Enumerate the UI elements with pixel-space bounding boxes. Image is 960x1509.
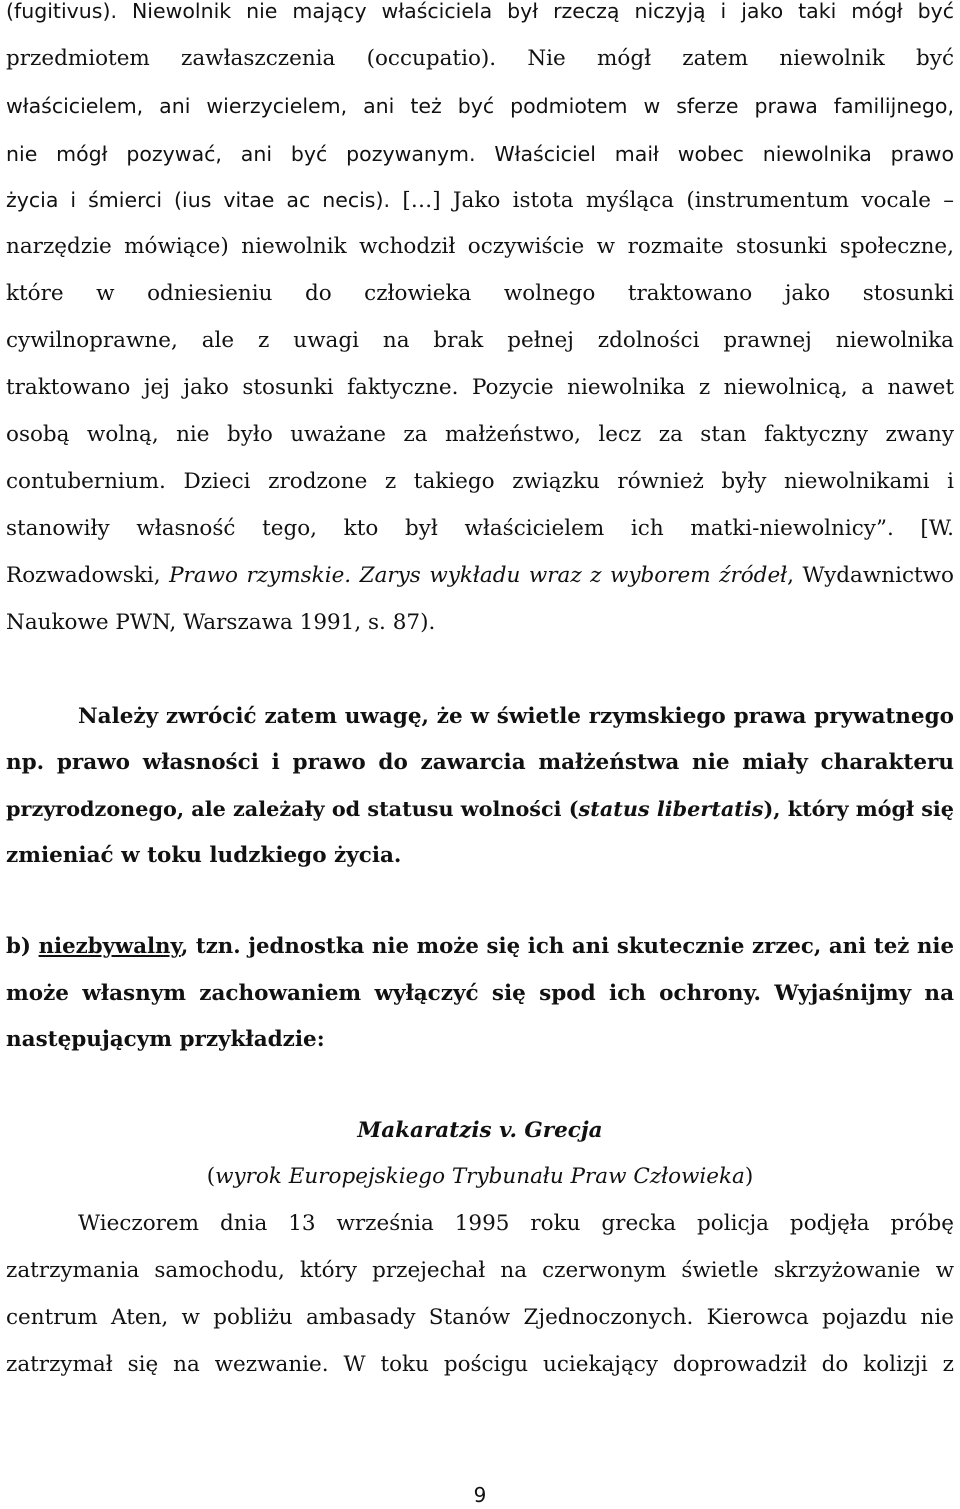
text-line (6, 185, 954, 215)
text-line: np. prawo własności i prawo do zawarcia małżeństwa nie miały charakteru (6, 750, 954, 775)
text-line: Należy zwrócić zatem uwagę, że w świetle rzymskiego prawa prywatnego (78, 704, 954, 729)
text-span: […] Jako istota myśląca (instrumentum vocale – (390, 188, 954, 213)
text-line: następującym przykładzie: (6, 1027, 325, 1052)
text-span: ) (744, 1164, 754, 1189)
text-line: Naukowe PWN, Warszawa 1991, s. 87). (6, 610, 436, 635)
text-span: ), który mógł się (763, 797, 955, 821)
text-span: przyrodzonego, ale zależały od statusu wolności ( (6, 797, 579, 821)
text-line: narzędzie mówiące) niewolnik wchodził oczywiście w rozmaite stosunki społeczne, (6, 234, 954, 259)
text-line: (fugitivus). Niewolnik nie mający właściciela był rzeczą niczyją i jako taki mógł być (6, 0, 954, 23)
text-line: właścicielem, ani wierzycielem, ani też być podmiotem w sferze prawa familijnego, (6, 94, 954, 118)
text-line: nie mógł pozywać, ani być pozywanym. Właściciel maił wobec niewolnika prawo (6, 142, 954, 166)
case-subtitle (6, 1162, 954, 1192)
latin-term: status libertatis (578, 797, 764, 821)
case-title (6, 1116, 954, 1146)
text-span: życia i śmierci (ius vitae ac necis). (6, 188, 390, 212)
court-name: wyrok Europejskiego Trybunału Praw Człowieka (215, 1164, 745, 1189)
text-line (6, 932, 954, 962)
text-line: zatrzymał się na wezwanie. W toku pościgu uciekający doprowadził do kolizji z (6, 1352, 954, 1377)
text-line: contubernium. Dzieci zrodzone z takiego związku również były niewolnikami i (6, 469, 954, 494)
text-line: zatrzymania samochodu, który przejechał na czerwonym świetle skrzyżowanie w (6, 1258, 954, 1283)
text-line (6, 794, 954, 824)
text-line: centrum Aten, w pobliżu ambasady Stanów Zjednoczonych. Kierowca pojazdu nie (6, 1305, 954, 1330)
book-title: Prawo rzymskie. Zarys wykładu wraz z wyborem źródeł (169, 563, 788, 588)
text-line: osobą wolną, nie było uważane za małżeństwo, lecz za stan faktyczny zwany (6, 422, 954, 447)
page-number: 9 (473, 1483, 487, 1507)
text-span: ( (206, 1164, 216, 1189)
text-line: cywilnoprawne, ale z uwagi na brak pełnej zdolności prawnej niewolnika (6, 328, 954, 353)
text-line: traktowano jej jako stosunki faktyczne. Pozycie niewolnika z niewolnicą, a nawet (6, 375, 954, 400)
text-line: stanowiły własność tego, kto był właścicielem ich matki-niewolnicy”. [W. (6, 516, 954, 541)
text-span: b) (6, 934, 39, 959)
text-line: zmieniać w toku ludzkiego życia. (6, 843, 402, 868)
text-line: Wieczorem dnia 13 września 1995 roku grecka policja podjęła próbę (78, 1211, 954, 1236)
text-line: które w odniesieniu do człowieka wolnego traktowano jako stosunki (6, 281, 954, 306)
text-span: , Wydawnictwo (787, 563, 954, 588)
text-line (6, 561, 954, 591)
case-title-text: Makaratzis v. Grecja (357, 1118, 603, 1143)
text-line: może własnym zachowaniem wyłączyć się spod ich ochrony. Wyjaśnijmy na (6, 981, 954, 1006)
text-span: Rozwadowski, (6, 563, 170, 588)
underlined-term: niezbywalny (38, 934, 181, 959)
text-line: przedmiotem zawłaszczenia (occupatio). Nie mógł zatem niewolnik być (6, 46, 954, 71)
text-span: , tzn. jednostka nie może się ich ani skutecznie zrzec, ani też nie (180, 934, 954, 959)
